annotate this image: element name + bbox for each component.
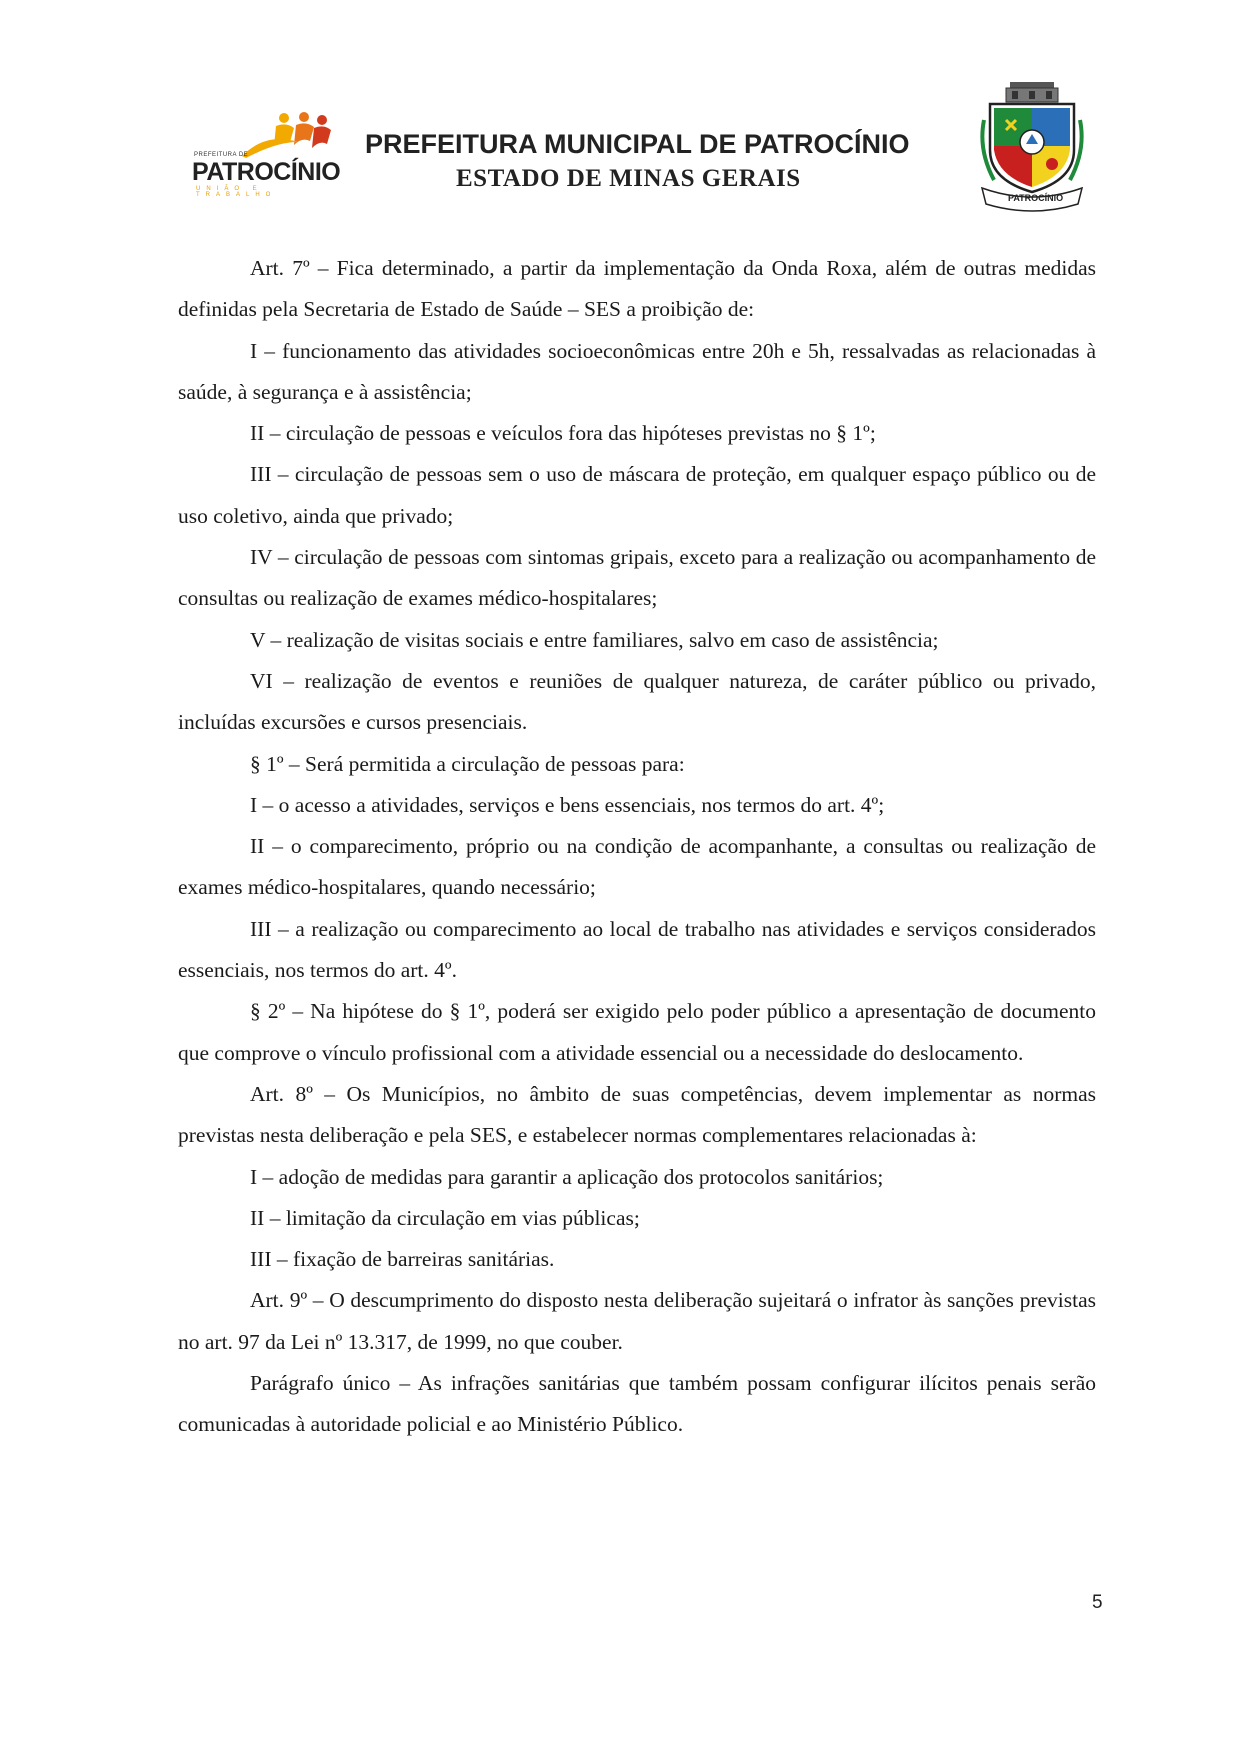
paragraph-art9: Art. 9º – O descumprimento do disposto nesta deliberação sujeitará o infrator às sanções previstas no art. 97 da Lei nº 13.317, de 1999, no que couber. [178, 1288, 1096, 1354]
paragraph-item: VI – realização de eventos e reuniões de qualquer natureza, de caráter público ou privado, incluídas excursões e cursos presenciais. [178, 668, 1096, 735]
paragraph-item: III – a realização ou comparecimento ao local de trabalho nas atividades e serviços considerados essenciais, nos termos do art. 4º. [178, 916, 1096, 983]
paragraph-item: II – limitação da circulação em vias públicas; [250, 1205, 640, 1230]
document-header [0, 0, 1241, 230]
paragraph-item: I – adoção de medidas para garantir a aplicação dos protocolos sanitários; [250, 1164, 884, 1189]
paragraph-item: II – circulação de pessoas e veículos fora das hipóteses previstas no § 1º; [250, 421, 876, 446]
logo-small-text: PREFEITURA DE [194, 152, 249, 158]
header-title: PREFEITURA MUNICIPAL DE PATROCÍNIO [365, 129, 910, 159]
paragraph-item: I – o acesso a atividades, serviços e bens essenciais, nos termos do art. 4º; [250, 792, 885, 817]
prefeitura-logo [192, 112, 341, 198]
paragraph-item: V – realização de visitas sociais e entre familiares, salvo em caso de assistência; [250, 627, 939, 652]
paragraph-item: III – circulação de pessoas sem o uso de máscara de proteção, em qualquer espaço público ou de uso coletivo, ainda que privado; [178, 462, 1096, 528]
paragraph-section-2: § 2º – Na hipótese do § 1º, poderá ser exigido pelo poder público a apresentação de documento que comprove o vínculo profissional com a atividade essencial ou a necessidade do deslocamento. [178, 999, 1096, 1065]
document-body [178, 248, 1096, 1446]
logo-tagline: UNIÃO E TRABALHO [196, 186, 277, 198]
paragraph-sole: Parágrafo único – As infrações sanitárias que também possam configurar ilícitos penais serão comunicadas à autoridade policial e ao Ministério Público. [178, 1371, 1096, 1437]
paragraph-section-1: § 1º – Será permitida a circulação de pessoas para: [250, 751, 685, 776]
paragraph-art8: Art. 8º – Os Municípios, no âmbito de suas competências, devem implementar as normas previstas nesta deliberação e pela SES, e estabelecer normas complementares relacionadas à: [178, 1081, 1096, 1148]
page-number: 5 [1092, 1592, 1103, 1613]
crest-banner-text: PATROCÍNIO [1008, 193, 1064, 203]
paragraph-item: I – funcionamento das atividades socioeconômicas entre 20h e 5h, ressalvadas as relacionadas à saúde, à segurança e à assistência; [178, 338, 1096, 404]
people-logo-icon [236, 112, 332, 158]
paragraph-art7: Art. 7º – Fica determinado, a partir da implementação da Onda Roxa, além de outras medidas definidas pela Secretaria de Estado de Saúde – SES a proibição de: [178, 256, 1096, 322]
paragraph-item: III – fixação de barreiras sanitárias. [250, 1247, 555, 1272]
paragraph-item: IV – circulação de pessoas com sintomas gripais, exceto para a realização ou acompanhamento de consultas ou realização de exames médico-hospitalares; [178, 545, 1096, 611]
logo-word: PATROCÍNIO [192, 158, 341, 186]
header-subtitle: ESTADO DE MINAS GERAIS [456, 165, 801, 192]
paragraph-item: II – o comparecimento, próprio ou na condição de acompanhante, a consultas ou realização de exames médico-hospitalares, quando necessário; [178, 834, 1096, 900]
